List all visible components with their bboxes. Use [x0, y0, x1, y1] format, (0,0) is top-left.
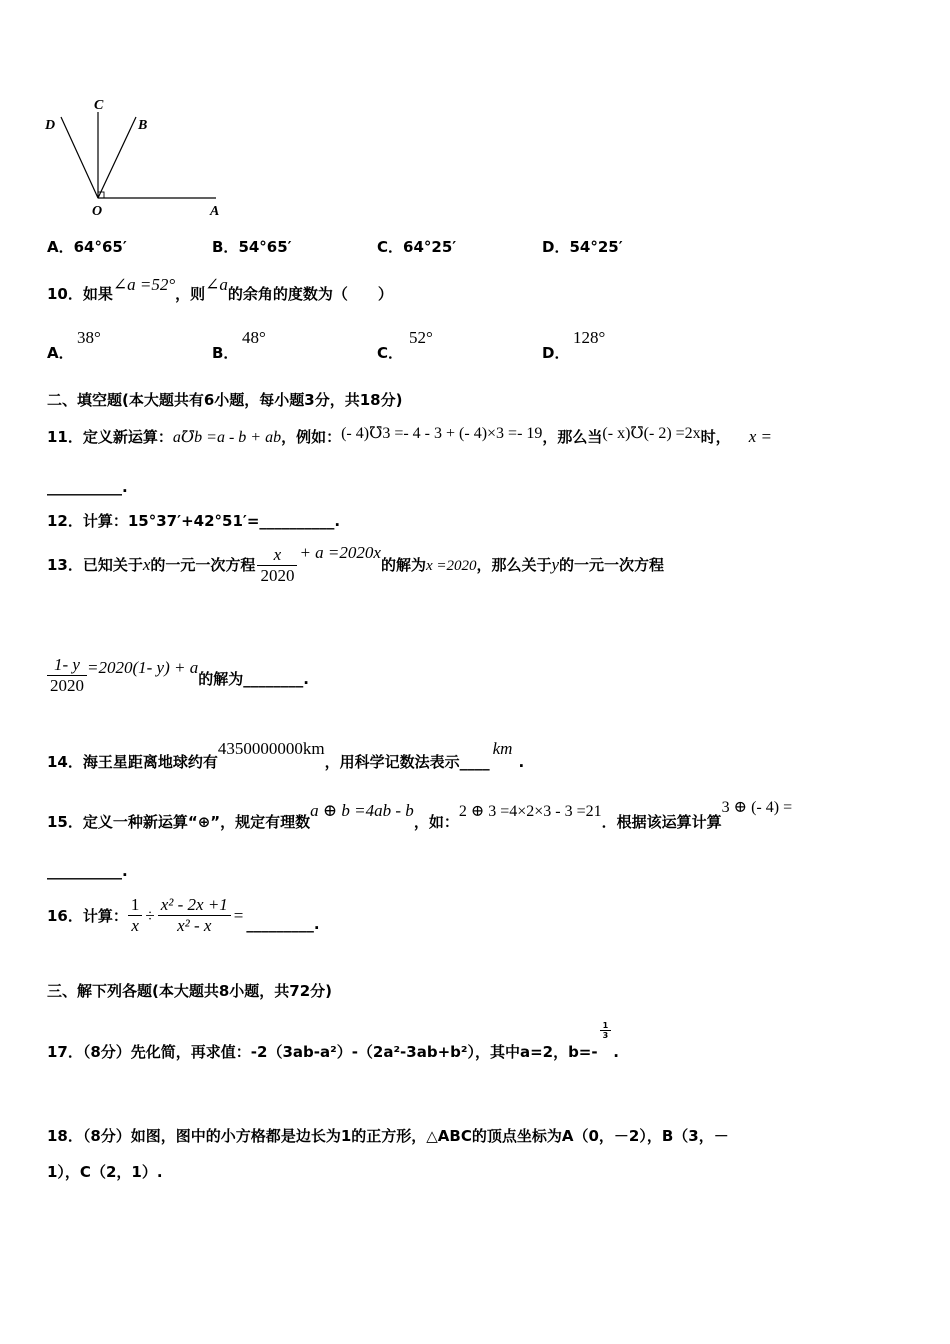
q10-option-c-letter: C．: [377, 344, 404, 362]
q12-stem: 12．计算：15°37′+42°51′=__________.: [47, 512, 341, 530]
q17-stem: 17．（8分）先化简，再求值：-2（3ab-a²）-（2a²-3ab+b²），其中a=2，b=- $\frac{1}{3}$ .: [47, 1021, 619, 1061]
q16-fraction-1: $\frac{1}{x}$: [128, 895, 143, 936]
q11-answer-blank: __________.: [47, 478, 128, 496]
q10-option-d-letter: D．: [542, 344, 570, 362]
q18-line-2: 1），C（2，1）.: [47, 1163, 163, 1181]
ray-od: [61, 117, 98, 198]
q9-option-c: C．64°25′: [377, 238, 457, 256]
q9-option-b: B．54°65′: [212, 238, 292, 256]
q17-fraction: $\frac{1}{3}$: [600, 1021, 612, 1040]
section-3-heading: 三、解下列各题(本大题共8小题，共72分): [47, 982, 333, 1000]
q10-option-d-value: 128°: [573, 328, 606, 347]
q15-answer-blank: __________.: [47, 862, 128, 880]
q10-option-c-value: 52°: [409, 328, 433, 347]
q13-fraction-2: $\frac{1- y}{2020}$: [47, 655, 87, 696]
q11-stem: 11．定义新运算：a℧b =a - b + ab，例如：(- 4)℧3 =- 4 - 3 + (- 4)×3 =- 19，那么当(- x)℧(- 2) =2x时， x =: [47, 425, 772, 446]
q10-stem: 10．如果∠a =52°，则∠a的余角的度数为（ ）: [47, 275, 393, 303]
q13-stem: 13．已知关于x的一元一次方程 $\frac{x}{2020}$ + a =2020x的解为x =2020，那么关于y的一元一次方程: [47, 543, 665, 585]
q9-option-d: D．54°25′: [542, 238, 623, 256]
q10-option-b-letter: B．: [212, 344, 239, 362]
q10-option-a-letter: A．: [47, 344, 74, 362]
label-d: D: [45, 118, 56, 133]
q10-option-b-value: 48°: [242, 328, 266, 347]
ray-ob: [98, 117, 136, 198]
angle-figure: [40, 95, 240, 220]
label-c: C: [94, 98, 104, 113]
label-b: B: [138, 118, 148, 133]
q15-stem: 15．定义一种新运算“⊕”，规定有理数a ⊕ b =4ab - b，如：2 ⊕ 3 =4×2×3 - 3 =21．根据该运算计算3 ⊕ (- 4) =: [47, 799, 793, 831]
section-2-heading: 二、填空题(本大题共有6小题，每小题3分，共18分): [47, 391, 403, 409]
q13-fraction: $\frac{x}{2020}$: [257, 545, 297, 586]
q18-line-1: 18．（8分）如图，图中的小方格都是边长为1的正方形，△ABC的顶点坐标为A（0，－2），B（3，－: [47, 1127, 729, 1145]
q16-fraction-2: $\frac{\text{x² - 2x +1}}{\text{x² - x}}$: [158, 895, 231, 936]
q16-stem: 16．计算： $\frac{1}{x}$ ÷ $\frac{\text{x² - 2x +1}}{\text{x² - x}}$ = _________.: [47, 895, 320, 935]
q9-option-a: A．64°65′: [47, 238, 127, 256]
label-a: A: [210, 204, 220, 219]
q10-option-a-value: 38°: [77, 328, 101, 347]
label-o: O: [92, 204, 103, 219]
q13-second-equation: $\frac{1- y}{2020}$ =2020(1- y) + a的解为________.: [47, 655, 309, 696]
q14-stem: 14．海王星距离地球约有4350000000km，用科学记数法表示____km.: [47, 739, 525, 771]
